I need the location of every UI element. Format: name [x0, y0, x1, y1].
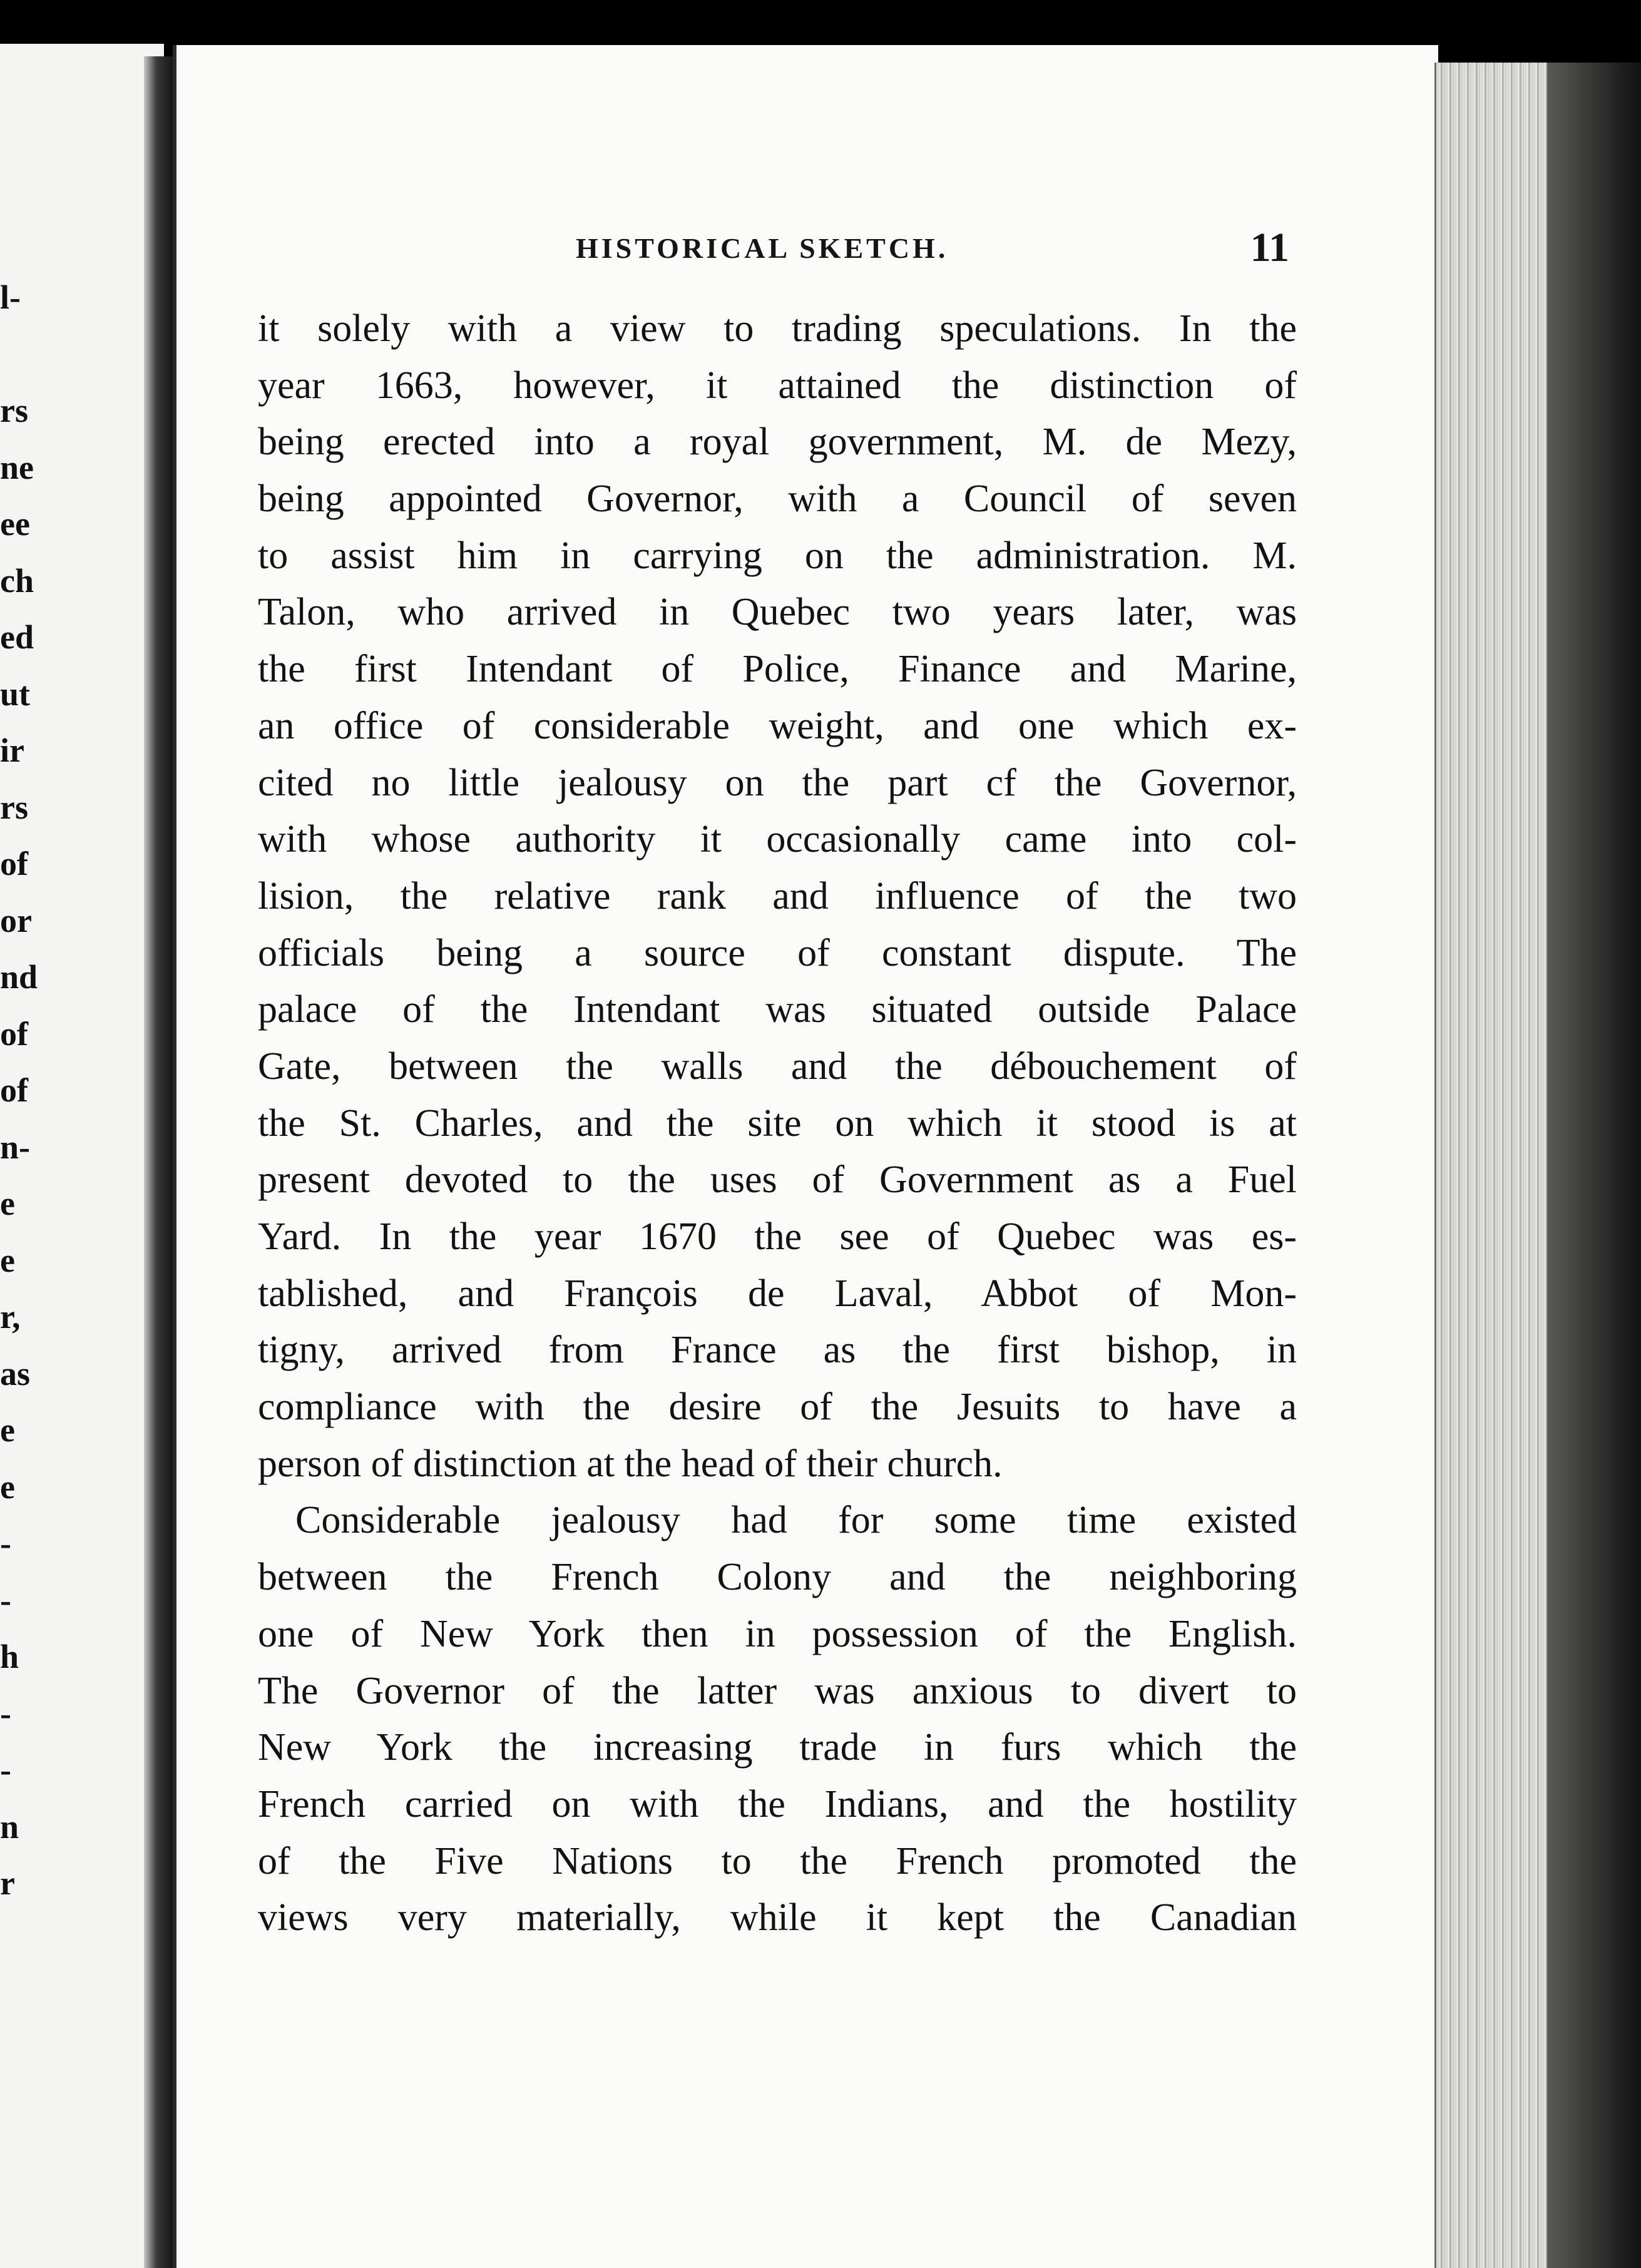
- text-line: Gate, between the walls and the débouchement of: [258, 1045, 1297, 1088]
- body-text: [258, 300, 1297, 1946]
- text-line: lision, the relative rank and influence of the two: [258, 874, 1297, 917]
- text-line: Talon, who arrived in Quebec two years later, was: [258, 591, 1297, 634]
- facing-page-fragment: ch: [0, 561, 34, 600]
- facing-page-fragment: or: [0, 901, 32, 939]
- facing-page-fragment: of: [0, 845, 28, 882]
- facing-page-fragment: n: [0, 1807, 19, 1846]
- text-line: tigny, arrived from France as the first bishop, in: [258, 1329, 1297, 1372]
- text-line: year 1663, however, it attained the distinction of: [258, 364, 1297, 407]
- text-line: officials being a source of constant dispute. The: [258, 931, 1297, 974]
- page-number: 11: [1250, 225, 1289, 270]
- running-head: [563, 225, 1302, 275]
- text-line: present devoted to the uses of Government as a Fuel: [258, 1158, 1297, 1202]
- facing-page-fragment: of: [0, 1071, 28, 1109]
- facing-page-fragment: h: [0, 1638, 19, 1675]
- facing-page-fragment: of: [0, 1014, 28, 1053]
- facing-page-fragment: -: [0, 1751, 11, 1789]
- facing-page-fragment: e: [0, 1411, 15, 1449]
- facing-page-fragment: l-: [0, 278, 21, 316]
- text-line: Yard. In the year 1670 the see of Quebec was es-: [258, 1215, 1297, 1258]
- facing-page-fragment: ne: [0, 448, 34, 486]
- text-line: an office of considerable weight, and one which ex-: [258, 704, 1297, 747]
- facing-page-fragment: rs: [0, 788, 28, 826]
- page-edges: [1434, 63, 1549, 2268]
- text-line: French carried on with the Indians, and the hostility: [258, 1782, 1297, 1826]
- page-edges-shadow: [1547, 63, 1641, 2268]
- text-line: one of New York then in possession of the English.: [258, 1612, 1297, 1655]
- facing-page-fragment: ed: [0, 618, 34, 656]
- text-line: views very materially, while it kept the Canadian: [258, 1896, 1297, 1939]
- text-line: the St. Charles, and the site on which it stood is at: [258, 1101, 1297, 1145]
- facing-page-fragment: -: [0, 1525, 11, 1562]
- facing-page-fragment: -: [0, 1694, 11, 1732]
- facing-page-fragment: rs: [0, 392, 28, 429]
- text-line: the first Intendant of Police, Finance and Marine,: [258, 648, 1297, 691]
- text-line: being appointed Governor, with a Council of seven: [258, 478, 1297, 521]
- text-line: it solely with a view to trading speculations. In the: [258, 307, 1297, 350]
- text-line: to assist him in carrying on the administration. M.: [258, 534, 1297, 577]
- facing-page-fragment: ir: [0, 732, 24, 769]
- text-line: Considerable jealousy had for some time existed: [295, 1499, 1297, 1542]
- facing-page-fragment: r: [0, 1864, 15, 1902]
- text-line: cited no little jealousy on the part cf the Governor,: [258, 761, 1297, 804]
- text-line: with whose authority it occasionally came into col-: [258, 818, 1297, 861]
- text-line: The Governor of the latter was anxious to divert to: [258, 1669, 1297, 1712]
- facing-page-fragment: ut: [0, 675, 31, 713]
- facing-page-fragment: [0, 326, 56, 383]
- text-line: between the French Colony and the neighboring: [258, 1556, 1297, 1599]
- text-line: of the Five Nations to the French promoted the: [258, 1839, 1297, 1882]
- running-title: HISTORICAL SKETCH.: [576, 232, 949, 264]
- facing-page-fragment: -: [0, 1581, 11, 1619]
- book-gutter: [144, 56, 175, 2268]
- text-line: tablished, and François de Laval, Abbot of Mon-: [258, 1272, 1297, 1315]
- facing-page-fragment: e: [0, 1185, 15, 1222]
- facing-page-text-fragments: [0, 269, 56, 1912]
- text-line: New York the increasing trade in furs which the: [258, 1726, 1297, 1769]
- text-line: compliance with the desire of the Jesuits to have a: [258, 1386, 1297, 1429]
- facing-page-fragment: as: [0, 1354, 31, 1392]
- text-line: palace of the Intendant was situated outside Palace: [258, 988, 1297, 1031]
- text-line: person of distinction at the head of their church.: [258, 1442, 1003, 1485]
- facing-page-fragment: e: [0, 1241, 15, 1279]
- facing-page-fragment: n-: [0, 1128, 31, 1166]
- text-line: being erected into a royal government, M. de Mezy,: [258, 421, 1297, 464]
- facing-page-fragment: r,: [0, 1298, 21, 1336]
- facing-page-fragment: e: [0, 1468, 15, 1506]
- facing-page-fragment: nd: [0, 958, 38, 996]
- facing-page-fragment: ee: [0, 505, 30, 543]
